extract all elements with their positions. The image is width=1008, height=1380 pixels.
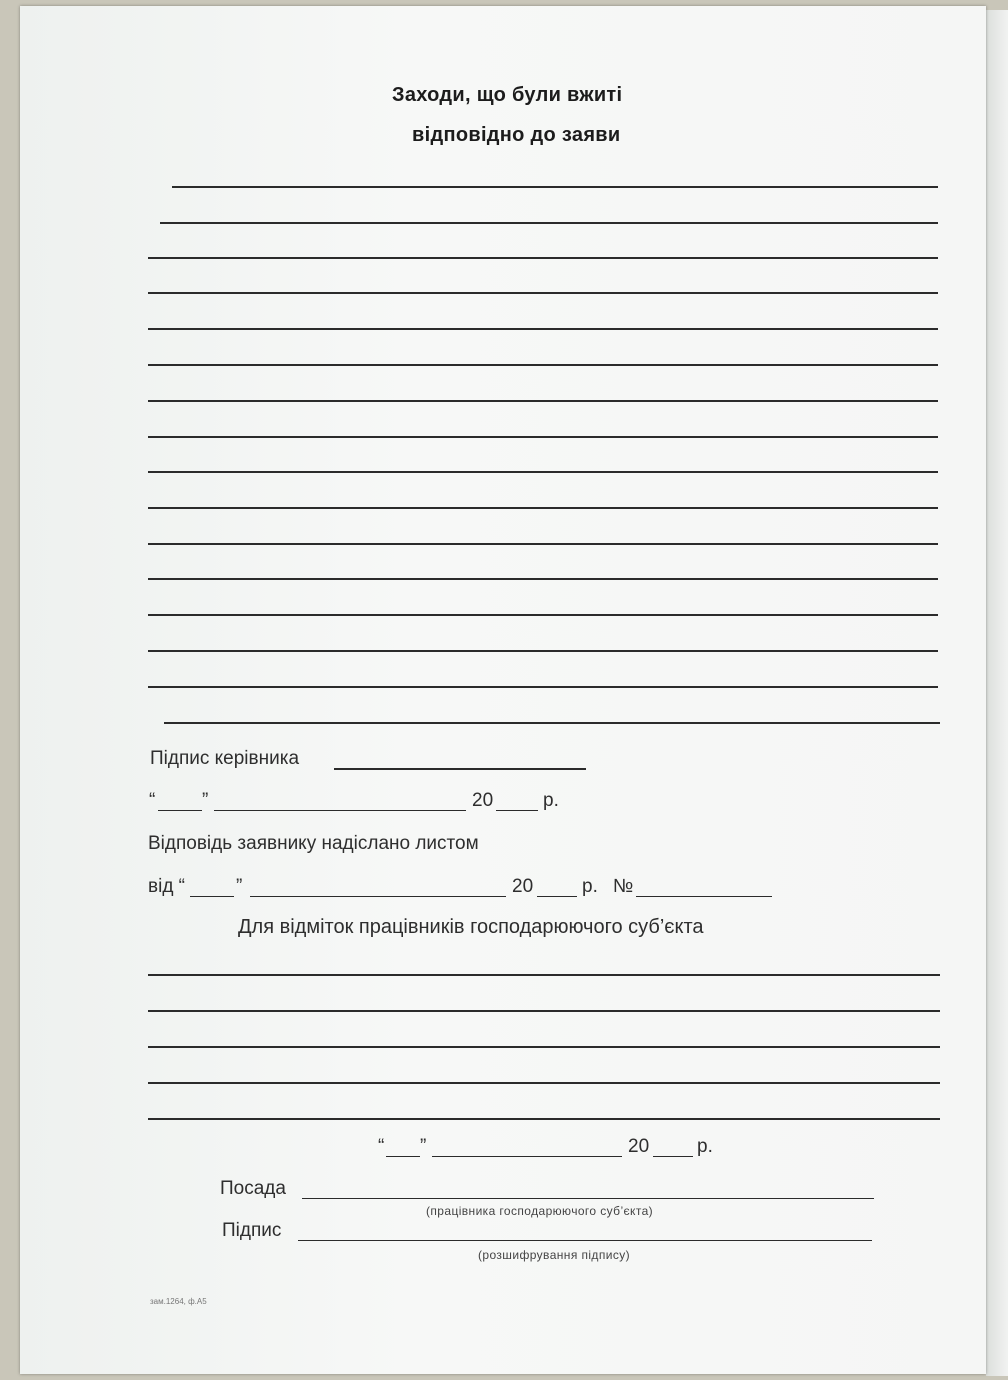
writing-line — [148, 436, 938, 438]
writing-line — [172, 186, 938, 188]
reply-number-field[interactable] — [636, 896, 772, 897]
reply-day-field[interactable] — [190, 896, 234, 897]
writing-line — [148, 364, 938, 366]
writing-line — [148, 507, 938, 509]
marks-section-title: Для відміток працівників господарюючого суб’єкта — [238, 916, 704, 938]
writing-line — [148, 257, 938, 259]
writing-line — [148, 1046, 940, 1048]
manager-signature-field[interactable] — [334, 768, 586, 770]
month-field[interactable] — [214, 810, 466, 811]
position-field[interactable] — [302, 1198, 874, 1199]
writing-line — [148, 292, 938, 294]
writing-line — [148, 578, 938, 580]
year-suffix: р. — [543, 790, 559, 811]
form-page — [20, 6, 986, 1374]
year-field[interactable] — [653, 1156, 693, 1157]
reply-year-field[interactable] — [537, 896, 577, 897]
signature-caption: (розшифрування підпису) — [478, 1248, 631, 1262]
date-close-quote: ” — [202, 790, 209, 811]
reply-year-suffix: р. — [582, 876, 598, 897]
writing-line — [160, 222, 938, 224]
reply-sent-text: Відповідь заявнику надіслано листом — [148, 833, 479, 854]
writing-line — [148, 328, 938, 330]
reply-close-quote: ” — [236, 876, 243, 897]
writing-line — [148, 650, 938, 652]
month-field[interactable] — [432, 1156, 622, 1157]
manager-signature-label: Підпис керівника — [150, 748, 300, 769]
year-suffix: р. — [697, 1136, 713, 1157]
signature-label: Підпис — [222, 1220, 282, 1241]
date-open-quote: “ — [378, 1136, 385, 1157]
position-label: Посада — [220, 1178, 286, 1199]
writing-line — [148, 1082, 940, 1084]
writing-line — [148, 614, 938, 616]
page-title-line-2: відповідно до заяви — [412, 124, 621, 146]
year-field[interactable] — [496, 810, 538, 811]
reply-month-field[interactable] — [250, 896, 506, 897]
day-field[interactable] — [386, 1156, 420, 1157]
date-open-quote: “ — [149, 790, 156, 811]
writing-line — [148, 974, 940, 976]
page-title-line-1: Заходи, що були вжиті — [392, 84, 623, 106]
writing-line — [148, 400, 938, 402]
writing-line — [148, 686, 938, 688]
writing-line — [164, 722, 940, 724]
signature-field[interactable] — [298, 1240, 872, 1241]
reply-number-label: № — [613, 876, 634, 897]
position-caption: (працівника господарюючого суб’єкта) — [426, 1204, 654, 1218]
writing-line — [148, 1118, 940, 1120]
day-field[interactable] — [158, 810, 202, 811]
writing-line — [148, 1010, 940, 1012]
reply-from-label: від “ — [148, 876, 186, 897]
reply-year-prefix: 20 — [512, 876, 534, 897]
print-code: зам.1264, ф.А5 — [150, 1297, 207, 1306]
date-close-quote: ” — [420, 1136, 427, 1157]
writing-line — [148, 543, 938, 545]
year-prefix: 20 — [628, 1136, 650, 1157]
next-page-edge — [986, 10, 1008, 1376]
writing-line — [148, 471, 938, 473]
year-prefix: 20 — [472, 790, 494, 811]
